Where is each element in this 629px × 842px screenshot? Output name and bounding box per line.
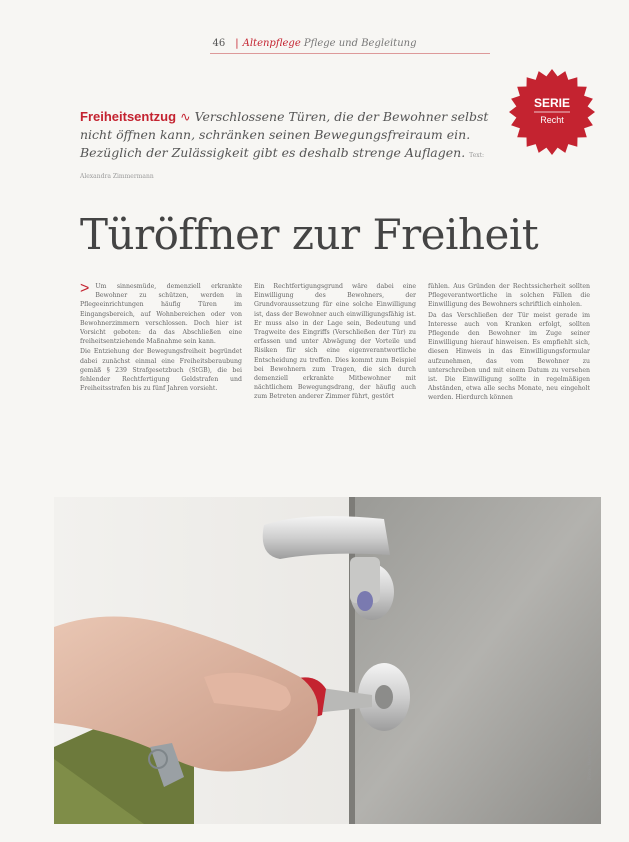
body-columns [80,282,590,482]
running-head [0,38,629,49]
body-column-1 [80,282,242,482]
body-column-3 [428,282,590,482]
chevron-right-icon: > [80,282,90,297]
badge-topic-label: Recht [540,115,564,125]
door-key-illustration [54,497,601,824]
body-paragraph: Ein Rechtfertigungsgrund wäre dabei eine Einwilligung des Bewohners, der Grundvoraussetzung für eine solche Einwilligung ist, dass der Bewohner auch einwilligungsfähig ist. Er muss also in der Lage sein, Bedeutung und Tragweite des Eingriffs (Verschließen der Tür) zu erfassen und unter Abwägung der Vorteile und Risiken für sich eine eigenverantwortliche Entscheidung zu treffen. Dies kommt zum Beispiel bei Bewohnern zum Tragen, die sich durch demenziell erkrankte Mitbewohner mit nächtlichem Bewegungsdrang, der häufig auch zum Betreten anderer Zimmer führt, gestört [254,283,416,401]
photo-credit: Foto: Werner Krüper [587,727,593,780]
running-head-section: Pflege und Begleitung [303,38,417,49]
intro-keyword: Freiheitsentzug [80,109,177,124]
running-head-rule [210,53,490,54]
body-paragraph: fühlen. Aus Gründen der Rechtssicherheit sollten Pflegeverantwortliche in solchen Fällen die Einwilligung des Bewohners schriftlich einholen. [428,283,590,309]
article-headline: Türöffner zur Freiheit [80,210,539,259]
running-head-separator: | [235,38,239,49]
series-badge [508,68,596,156]
page-number: 46 [212,38,226,49]
starburst-icon [508,68,596,156]
running-head-category: Altenpflege [242,38,301,49]
body-paragraph: Die Entziehung der Bewegungsfreiheit begründet dabei zunächst einmal eine Freiheitsberaubung gemäß § 239 Strafgesetzbuch (StGB), die bei fehlender Rechtfertigung Geldstrafen und Freiheitsstrafen bis zu fünf Jahren vorsieht. [80,348,242,393]
author-credit: Text: Alexandra Zimmermann [80,152,485,180]
article-intro [80,108,510,186]
badge-series-label: SERIE [533,96,570,110]
body-column-2 [254,282,416,482]
article-photo [54,497,601,824]
intro-text: Verschlossene Türen, die der Bewohner selbst nicht öffnen kann, schränken seinen Bewegungsfreiraum ein. Bezüglich der Zulässigkeit gibt es deshalb strenge Auflagen. [80,109,489,160]
body-paragraph: Um sinnesmüde, demenziell erkrankte Bewohner zu schützen, werden in Pflegeeinrichtungen häufig Türen im Eingangsbereich, auf Wohnbereichen oder von Bewohnerzimmern verschlossen. Doch hier ist Vorsicht geboten: da das Abschließen eine freiheitsentziehende Maßnahme sein kann. [80,283,242,346]
body-paragraph: Da das Verschließen der Tür meist gerade im Interesse auch von Kranken erfolgt, sollten Pflegende den Bewohner im Zuge seiner Einwilligung hierauf hinweisen. Es empfiehlt sich, diesen Hinweis in das Einwilligungsformular aufzunehmen, das vom Bewohner zu unterschreiben und mit einem Datum zu versehen ist. Die Einwilligung sollte in regelmäßigen Abständen, etwa alle sechs Monate, neu eingeholt werden. Hierdurch können [428,311,590,402]
swirl-icon: ∿ [180,109,191,124]
